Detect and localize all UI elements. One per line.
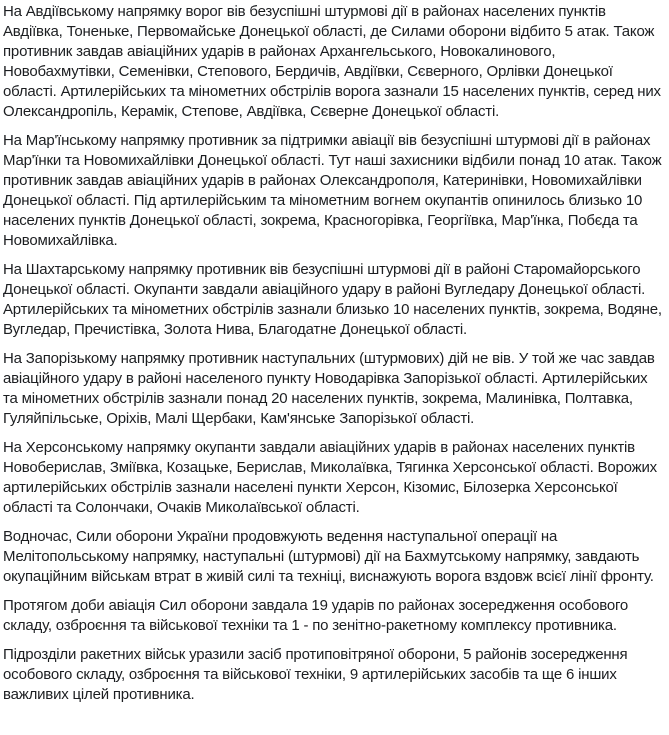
paragraph-defense-forces-operations: Водночас, Сили оборони України продовжують ведення наступальної операції на Мелітопольському напрямку, наступальні (штурмові) дії на Бахмутському напрямку, завдають окупаційним військам втрат в живій силі та техніці, виснажують ворога вздовж всієї лінії фронту. xyxy=(3,528,654,585)
paragraph-marinka-direction: На Мар'їнському напрямку противник за підтримки авіації вів безуспішні штурмові дії в районах Мар'їнки та Новомихайлівки Донецької області. Тут наші захисники відбили понад 10 атак. Також противник завдав авіаційних ударів в районах Олександрополя, Катеринівки, Новомихайлівки Донецької області. Під артилерійським та мінометним вогнем окупантів опинилось близько 10 населених пунктів Донецької області, зокрема, Красногорівка, Георгіївка, Мар'їнка, Побєда та Новомихайлівка. xyxy=(3,132,662,249)
paragraph-avdiivka-direction: На Авдіївському напрямку ворог вів безуспішні штурмові дії в районах населених пунктів Авдіївка, Тоненьке, Первомайське Донецької області, де Силами оборони відбито 5 атак. Також противник завдав авіаційних ударів в районах Архангельського, Новокалинового, Новобахмутівки, Семенівки, Степового, Бердичів, Авдіївки, Сєверного, Орлівки Донецької області. Артилерійських та мінометних обстрілів ворога зазнали 15 населених пунктів, серед них Олександропіль, Керамік, Степове, Авдіївка, Сєверне Донецької області. xyxy=(3,3,661,120)
paragraph-zaporizhzhia-direction: На Запорізькому напрямку противник наступальних (штурмових) дій не вів. У той же час завдав авіаційного удару в районі населеного пункту Новодарівка Запорізької області. Артилерійських та мінометних обстрілів зазнали понад 20 населених пунктів, зокрема, Малинівка, Полтавка, Гуляйпільське, Оріхів, Малі Щербаки, Кам'янське Запорізької області. xyxy=(3,350,655,427)
paragraph-missile-forces: Підрозділи ракетних військ уразили засіб протиповітряної оборони, 5 районів зосередження особового складу, озброєння та військової техніки, 9 артилерійських засобів та ще 6 інших важливих цілей противника. xyxy=(3,646,628,703)
paragraph-aviation-strikes: Протягом доби авіація Сил оборони завдала 19 ударів по районах зосередження особового складу, озброєння та військової техніки та 1 - по зенітно-ракетному комплексу противника. xyxy=(3,597,629,634)
paragraph-shakhtarsk-direction: На Шахтарському напрямку противник вів безуспішні штурмові дії в районі Старомайорського Донецької області. Окупанти завдали авіаційного удару в районі Вугледару Донецької області. Артилерійських та мінометних обстрілів зазнали близько 10 населених пунктів, зокрема, Водяне, Вугледар, Пречистівка, Золота Нива, Благодатне Донецької області. xyxy=(3,261,662,338)
paragraph-kherson-direction: На Херсонському напрямку окупанти завдали авіаційних ударів в районах населених пунктів Новоберислав, Зміївка, Козацьке, Берислав, Миколаївка, Тягинка Херсонської області. Ворожих артилерійських обстрілів зазнали населені пункти Херсон, Кізомис, Білозерка Херсонської області та Солончаки, Очаків Миколаївської області. xyxy=(3,439,657,516)
